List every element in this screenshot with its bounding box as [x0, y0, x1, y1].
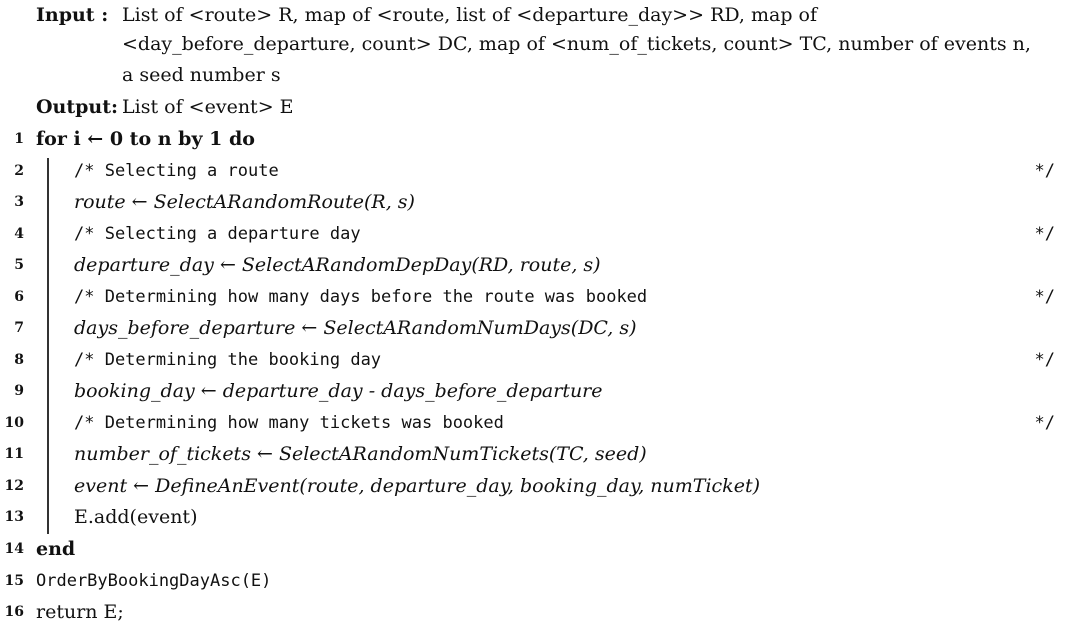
loop-indent-bar — [47, 158, 49, 534]
code-line-13: E.add(event) — [74, 506, 198, 528]
code-line-5: departure_day ← SelectARandomDepDay(RD, route, s) — [74, 254, 601, 276]
input-line-1: List of <route> R, map of <route, list of <departure_day>> RD, map of — [122, 4, 818, 26]
code-line-14: end — [36, 538, 76, 560]
code-line-12: event ← DefineAnEvent(route, departure_day, booking_day, numTicket) — [74, 475, 760, 497]
line-number: 9 — [14, 383, 24, 399]
comment-close: */ — [1034, 350, 1055, 370]
line-number: 11 — [4, 446, 24, 462]
code-line-11: number_of_tickets ← SelectARandomNumTickets(TC, seed) — [74, 443, 647, 465]
line-number: 13 — [4, 509, 24, 525]
line-number: 15 — [4, 573, 24, 589]
line-number: 12 — [4, 478, 24, 494]
output-text: List of <event> E — [122, 96, 294, 118]
comment-line-10: /* Determining how many tickets was booked — [74, 413, 504, 433]
comment-close: */ — [1034, 287, 1055, 307]
comment-line-8: /* Determining the booking day — [74, 350, 382, 370]
line-number: 1 — [14, 131, 24, 147]
code-line-15: OrderByBookingDayAsc(E) — [36, 571, 272, 591]
code-line-3: route ← SelectARandomRoute(R, s) — [74, 191, 415, 213]
line-number: 6 — [14, 289, 24, 305]
input-line-2: <day_before_departure, count> DC, map of <num_of_tickets, count> TC, number of events n, — [122, 33, 1031, 55]
line-number: 8 — [14, 352, 24, 368]
comment-line-2: /* Selecting a route — [74, 161, 279, 181]
input-row — [36, 0, 817, 31]
line-number: 3 — [14, 194, 24, 210]
line-number: 14 — [4, 541, 24, 557]
comment-line-6: /* Determining how many days before the route was booked — [74, 287, 648, 307]
output-row — [36, 92, 294, 123]
comment-close: */ — [1034, 413, 1055, 433]
line-number: 5 — [14, 257, 24, 273]
line-number: 2 — [14, 163, 24, 179]
output-label: Output: — [36, 96, 119, 118]
code-line-9: booking_day ← departure_day - days_before_departure — [74, 380, 603, 402]
comment-close: */ — [1034, 224, 1055, 244]
line-number: 4 — [14, 226, 24, 242]
line-number: 7 — [14, 320, 24, 336]
input-line-3: a seed number s — [122, 64, 281, 86]
code-line-1: for i ← 0 to n by 1 do — [36, 128, 255, 150]
comment-close: */ — [1034, 161, 1055, 181]
comment-line-4: /* Selecting a departure day — [74, 224, 361, 244]
code-line-7: days_before_departure ← SelectARandomNumDays(DC, s) — [74, 317, 637, 339]
input-label: Input : — [36, 4, 109, 26]
code-line-16: return E; — [36, 601, 124, 623]
line-number: 10 — [4, 415, 24, 431]
line-number: 16 — [4, 604, 24, 620]
